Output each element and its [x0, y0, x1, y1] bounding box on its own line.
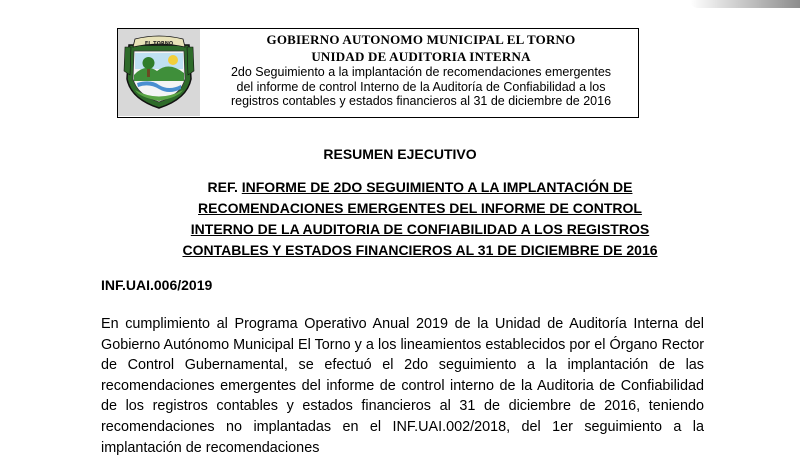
svg-text:EL TORNO: EL TORNO	[144, 40, 174, 47]
window-corner-shadow	[690, 0, 800, 8]
reference-title-part1: INFORME DE 2DO SEGUIMIENTO A LA IMPLANTACIÓN DE	[241, 179, 633, 195]
report-code: INF.UAI.006/2019	[101, 277, 213, 293]
reference-line-2: RECOMENDACIONES EMERGENTES DEL INFORME DE CONTROL	[198, 200, 642, 216]
header-text-block	[208, 31, 634, 109]
body-paragraph: En cumplimiento al Programa Operativo Anual 2019 de la Unidad de Auditoría Interna del Gobierno Autónomo Municipal El Torno y a los lineamientos establecidos por el Órgano Rector de Control Gubernamental, se efectuó el 2do seguimiento a la implantación de las recomendaciones emergentes del informe de control interno de la Auditoria de Confiabilidad de los registros contables y estados financieros al 31 de diciembre de 2016, teniendo recomendaciones no implantadas en el INF.UAI.002/2018, del 1er seguimiento a la implantación de recomendaciones	[101, 316, 704, 456]
municipal-crest-icon	[121, 35, 197, 111]
reference-line-4: CONTABLES Y ESTADOS FINANCIEROS AL 31 DE DICIEMBRE DE 2016	[182, 242, 658, 258]
header-subtitle-line1: 2do Seguimiento a la implantación de recomendaciones emergentes	[230, 65, 612, 79]
section-title: RESUMEN EJECUTIVO	[323, 146, 477, 162]
reference-block	[120, 177, 720, 261]
reference-line-1	[120, 177, 720, 198]
header-subtitle-line3: registros contables y estados financieros al 31 de diciembre de 2016	[230, 94, 612, 108]
logo-cell	[118, 29, 200, 116]
document-header	[117, 28, 639, 118]
header-institution: GOBIERNO AUTONOMO MUNICIPAL EL TORNO	[266, 32, 576, 47]
header-subtitle-line2: del informe de control Interno de la Auditoría de Confiabilidad a los	[236, 79, 606, 94]
header-unit: UNIDAD DE AUDITORIA INTERNA	[311, 49, 531, 64]
reference-line-3: INTERNO DE LA AUDITORIA DE CONFIABILIDAD A LOS REGISTROS	[190, 221, 650, 237]
reference-prefix: REF.	[207, 179, 238, 195]
